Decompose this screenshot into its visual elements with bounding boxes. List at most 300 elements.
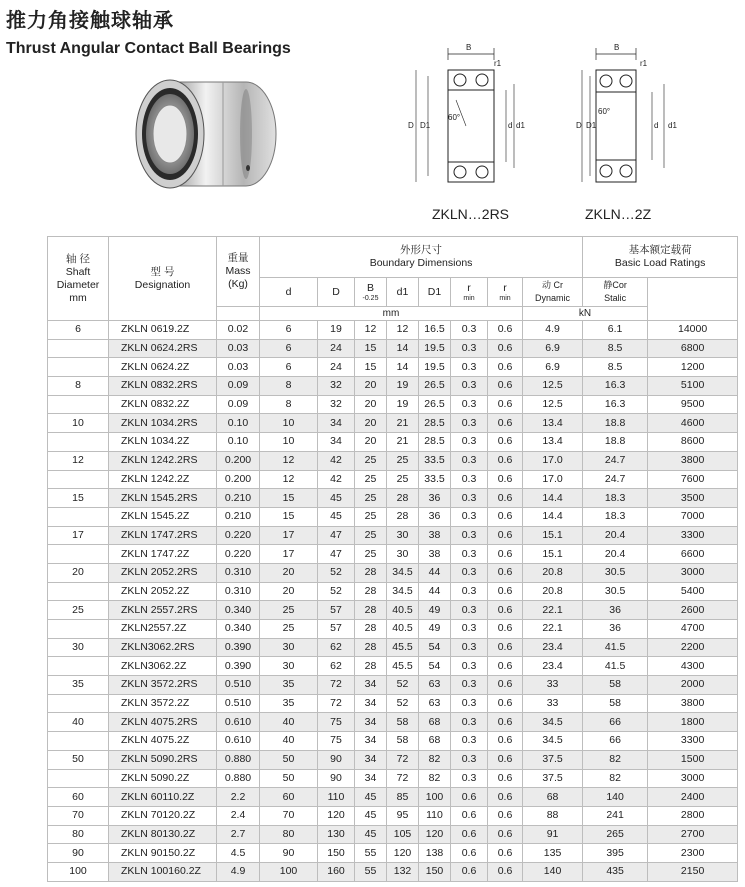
cell-rpm: 9500 bbox=[648, 395, 738, 414]
cell-designation: ZKLN 5090.2Z bbox=[109, 769, 217, 788]
angle-label: 60° bbox=[448, 113, 461, 122]
cell-D1: 44 bbox=[419, 582, 451, 601]
cell-d: 12 bbox=[260, 470, 318, 489]
cell-B: 25 bbox=[355, 526, 387, 545]
caption-2z: ZKLN…2Z bbox=[585, 206, 652, 222]
angle-label: 60° bbox=[598, 107, 611, 116]
cell-D: 75 bbox=[318, 713, 355, 732]
cell-mass: 0.10 bbox=[217, 433, 260, 452]
cell-cr: 13.4 bbox=[523, 414, 583, 433]
table-row bbox=[48, 750, 738, 769]
bearing-spec-table bbox=[47, 236, 738, 882]
cell-shaft bbox=[48, 732, 109, 751]
cell-mass: 0.09 bbox=[217, 395, 260, 414]
cell-r: 0.3 bbox=[451, 414, 488, 433]
page-title-cn: 推力角接触球轴承 bbox=[6, 8, 174, 32]
cell-mass: 0.210 bbox=[217, 507, 260, 526]
cell-D1: 100 bbox=[419, 788, 451, 807]
cell-mass: 2.7 bbox=[217, 825, 260, 844]
cell-B: 25 bbox=[355, 507, 387, 526]
cell-rpm: 3800 bbox=[648, 694, 738, 713]
cell-r: 0.3 bbox=[451, 489, 488, 508]
cell-mass: 0.310 bbox=[217, 563, 260, 582]
cell-D1: 150 bbox=[419, 862, 451, 881]
cell-d: 50 bbox=[260, 769, 318, 788]
cell-D: 57 bbox=[318, 620, 355, 639]
cell-cor: 8.5 bbox=[583, 358, 648, 377]
cell-r2: 0.6 bbox=[488, 526, 523, 545]
cell-D1: 120 bbox=[419, 825, 451, 844]
dim-r1-label: r1 bbox=[494, 59, 502, 68]
header-designation: 型 号 Designation bbox=[109, 237, 217, 321]
cell-designation: ZKLN 0624.2Z bbox=[109, 358, 217, 377]
cell-r2: 0.6 bbox=[488, 358, 523, 377]
cell-D1: 44 bbox=[419, 563, 451, 582]
cell-D: 32 bbox=[318, 377, 355, 396]
table-row bbox=[48, 563, 738, 582]
cell-cor: 41.5 bbox=[583, 638, 648, 657]
cell-cor: 24.7 bbox=[583, 470, 648, 489]
cell-d1: 85 bbox=[387, 788, 419, 807]
cell-r: 0.3 bbox=[451, 470, 488, 489]
cell-rpm: 3800 bbox=[648, 451, 738, 470]
cell-D1: 63 bbox=[419, 676, 451, 695]
cell-rpm: 3000 bbox=[648, 563, 738, 582]
cell-D1: 138 bbox=[419, 844, 451, 863]
header-B: B -0.25 bbox=[355, 278, 387, 307]
cell-r2: 0.6 bbox=[488, 601, 523, 620]
cell-D: 19 bbox=[318, 321, 355, 340]
cell-shaft bbox=[48, 433, 109, 452]
cell-B: 28 bbox=[355, 582, 387, 601]
cell-r2: 0.6 bbox=[488, 620, 523, 639]
cell-rpm: 2150 bbox=[648, 862, 738, 881]
cell-cor: 140 bbox=[583, 788, 648, 807]
table-row bbox=[48, 470, 738, 489]
cell-mass: 0.880 bbox=[217, 769, 260, 788]
cell-D: 47 bbox=[318, 545, 355, 564]
cell-designation: ZKLN 1242.2RS bbox=[109, 451, 217, 470]
cell-cr: 6.9 bbox=[523, 358, 583, 377]
table-row bbox=[48, 694, 738, 713]
cell-cr: 22.1 bbox=[523, 620, 583, 639]
cell-mass: 0.200 bbox=[217, 470, 260, 489]
dim-D1-label: D1 bbox=[586, 121, 597, 130]
cell-cor: 16.3 bbox=[583, 377, 648, 396]
cell-designation: ZKLN 3572.2Z bbox=[109, 694, 217, 713]
cell-mass: 0.02 bbox=[217, 321, 260, 340]
cell-cr: 37.5 bbox=[523, 750, 583, 769]
table-row bbox=[48, 788, 738, 807]
cell-B: 20 bbox=[355, 377, 387, 396]
cell-cr: 6.9 bbox=[523, 339, 583, 358]
cell-r2: 0.6 bbox=[488, 638, 523, 657]
cell-shaft: 17 bbox=[48, 526, 109, 545]
cell-D1: 19.5 bbox=[419, 339, 451, 358]
cell-B: 12 bbox=[355, 321, 387, 340]
table-row bbox=[48, 713, 738, 732]
cell-designation: ZKLN 0619.2Z bbox=[109, 321, 217, 340]
cell-d: 6 bbox=[260, 339, 318, 358]
cell-cr: 23.4 bbox=[523, 638, 583, 657]
cell-mass: 2.2 bbox=[217, 788, 260, 807]
cell-d1: 28 bbox=[387, 489, 419, 508]
cell-r2: 0.6 bbox=[488, 339, 523, 358]
cell-B: 34 bbox=[355, 769, 387, 788]
cell-D1: 33.5 bbox=[419, 451, 451, 470]
cell-designation: ZKLN 0832.2RS bbox=[109, 377, 217, 396]
cell-mass: 0.10 bbox=[217, 414, 260, 433]
cell-r: 0.3 bbox=[451, 750, 488, 769]
dim-D-label: D bbox=[576, 121, 582, 130]
cell-D: 24 bbox=[318, 358, 355, 377]
cell-cr: 12.5 bbox=[523, 377, 583, 396]
cell-shaft bbox=[48, 358, 109, 377]
cell-D1: 49 bbox=[419, 601, 451, 620]
cell-cor: 36 bbox=[583, 601, 648, 620]
cell-r2: 0.6 bbox=[488, 489, 523, 508]
table-row bbox=[48, 489, 738, 508]
cell-D: 34 bbox=[318, 414, 355, 433]
dim-B-label: B bbox=[614, 43, 620, 52]
table-row bbox=[48, 358, 738, 377]
cell-designation: ZKLN 1747.2RS bbox=[109, 526, 217, 545]
cell-D1: 82 bbox=[419, 750, 451, 769]
cell-D1: 36 bbox=[419, 507, 451, 526]
cell-r: 0.3 bbox=[451, 526, 488, 545]
cell-r: 0.3 bbox=[451, 377, 488, 396]
cell-r2: 0.6 bbox=[488, 769, 523, 788]
cell-D1: 16.5 bbox=[419, 321, 451, 340]
cell-shaft: 6 bbox=[48, 321, 109, 340]
cell-rpm: 4300 bbox=[648, 657, 738, 676]
cell-r2: 0.6 bbox=[488, 470, 523, 489]
cell-rpm: 4600 bbox=[648, 414, 738, 433]
cell-d: 25 bbox=[260, 620, 318, 639]
cell-r: 0.3 bbox=[451, 620, 488, 639]
cell-d: 12 bbox=[260, 451, 318, 470]
cell-d1: 19 bbox=[387, 377, 419, 396]
cell-cr: 23.4 bbox=[523, 657, 583, 676]
cell-d1: 12 bbox=[387, 321, 419, 340]
cell-mass: 2.4 bbox=[217, 806, 260, 825]
cell-B: 20 bbox=[355, 395, 387, 414]
table-row bbox=[48, 601, 738, 620]
cell-D1: 38 bbox=[419, 526, 451, 545]
header-shaft: 轴 径 Shaft Diameter mm bbox=[48, 237, 109, 321]
cell-B: 34 bbox=[355, 750, 387, 769]
cell-d1: 72 bbox=[387, 769, 419, 788]
cell-cr: 12.5 bbox=[523, 395, 583, 414]
cell-d1: 58 bbox=[387, 732, 419, 751]
cell-mass: 4.5 bbox=[217, 844, 260, 863]
cell-designation: ZKLN 2052.2Z bbox=[109, 582, 217, 601]
cell-d: 6 bbox=[260, 358, 318, 377]
cell-designation: ZKLN 3572.2RS bbox=[109, 676, 217, 695]
cell-D1: 28.5 bbox=[419, 414, 451, 433]
cell-d: 15 bbox=[260, 507, 318, 526]
cell-D1: 33.5 bbox=[419, 470, 451, 489]
cell-r2: 0.6 bbox=[488, 788, 523, 807]
dim-r1-label: r1 bbox=[640, 59, 648, 68]
table-row bbox=[48, 451, 738, 470]
cell-D1: 54 bbox=[419, 657, 451, 676]
cell-d1: 19 bbox=[387, 395, 419, 414]
cell-cor: 30.5 bbox=[583, 582, 648, 601]
cell-rpm: 2300 bbox=[648, 844, 738, 863]
table-row bbox=[48, 395, 738, 414]
cell-r: 0.3 bbox=[451, 545, 488, 564]
cell-rpm: 2800 bbox=[648, 806, 738, 825]
cell-B: 15 bbox=[355, 339, 387, 358]
bearing-photo bbox=[128, 70, 278, 198]
cell-B: 28 bbox=[355, 601, 387, 620]
cell-D: 32 bbox=[318, 395, 355, 414]
table-row bbox=[48, 433, 738, 452]
cell-r2: 0.6 bbox=[488, 377, 523, 396]
cell-rpm: 2700 bbox=[648, 825, 738, 844]
cell-designation: ZKLN 1545.2Z bbox=[109, 507, 217, 526]
cell-shaft bbox=[48, 395, 109, 414]
cell-r2: 0.6 bbox=[488, 414, 523, 433]
cell-rpm: 8600 bbox=[648, 433, 738, 452]
cell-cor: 30.5 bbox=[583, 563, 648, 582]
cell-B: 25 bbox=[355, 470, 387, 489]
cell-D1: 82 bbox=[419, 769, 451, 788]
cell-cor: 82 bbox=[583, 769, 648, 788]
header-d1: d1 bbox=[387, 278, 419, 307]
cell-designation: ZKLN 2052.2RS bbox=[109, 563, 217, 582]
cell-r2: 0.6 bbox=[488, 321, 523, 340]
cell-B: 28 bbox=[355, 657, 387, 676]
cell-B: 28 bbox=[355, 563, 387, 582]
cell-shaft: 15 bbox=[48, 489, 109, 508]
cell-cr: 14.4 bbox=[523, 507, 583, 526]
cell-cr: 22.1 bbox=[523, 601, 583, 620]
cell-r2: 0.6 bbox=[488, 844, 523, 863]
cell-d1: 14 bbox=[387, 339, 419, 358]
cell-cor: 18.3 bbox=[583, 507, 648, 526]
cell-cor: 20.4 bbox=[583, 526, 648, 545]
cell-D1: 28.5 bbox=[419, 433, 451, 452]
cell-d: 40 bbox=[260, 713, 318, 732]
cell-r: 0.3 bbox=[451, 601, 488, 620]
cell-d: 30 bbox=[260, 638, 318, 657]
cell-B: 45 bbox=[355, 806, 387, 825]
cell-D: 62 bbox=[318, 657, 355, 676]
cell-cr: 33 bbox=[523, 676, 583, 695]
cell-r2: 0.6 bbox=[488, 563, 523, 582]
cell-mass: 4.9 bbox=[217, 862, 260, 881]
cell-d1: 21 bbox=[387, 433, 419, 452]
table-row bbox=[48, 526, 738, 545]
cell-d1: 25 bbox=[387, 470, 419, 489]
cell-mass: 0.390 bbox=[217, 657, 260, 676]
header-cr: 动 Cr Dynamic bbox=[523, 278, 583, 307]
cell-cr: 14.4 bbox=[523, 489, 583, 508]
cell-shaft: 60 bbox=[48, 788, 109, 807]
cell-designation: ZKLN 4075.2RS bbox=[109, 713, 217, 732]
cell-d1: 45.5 bbox=[387, 638, 419, 657]
table-row bbox=[48, 769, 738, 788]
cell-designation: ZKLN 1034.2Z bbox=[109, 433, 217, 452]
cell-mass: 0.340 bbox=[217, 601, 260, 620]
cell-cor: 16.3 bbox=[583, 395, 648, 414]
cell-B: 25 bbox=[355, 451, 387, 470]
cell-rpm: 5100 bbox=[648, 377, 738, 396]
cell-shaft bbox=[48, 339, 109, 358]
cell-d1: 52 bbox=[387, 676, 419, 695]
cell-D1: 36 bbox=[419, 489, 451, 508]
cell-B: 34 bbox=[355, 694, 387, 713]
cell-r2: 0.6 bbox=[488, 862, 523, 881]
header-D: D bbox=[318, 278, 355, 307]
cell-cor: 18.8 bbox=[583, 414, 648, 433]
cell-shaft: 25 bbox=[48, 601, 109, 620]
cell-B: 34 bbox=[355, 713, 387, 732]
cell-rpm: 3300 bbox=[648, 526, 738, 545]
cell-cr: 20.8 bbox=[523, 563, 583, 582]
cell-r2: 0.6 bbox=[488, 732, 523, 751]
cell-d: 60 bbox=[260, 788, 318, 807]
cell-d1: 21 bbox=[387, 414, 419, 433]
cell-D: 62 bbox=[318, 638, 355, 657]
cell-cor: 18.3 bbox=[583, 489, 648, 508]
cell-mass: 0.510 bbox=[217, 694, 260, 713]
cell-cr: 37.5 bbox=[523, 769, 583, 788]
header-mass-unit bbox=[217, 307, 260, 321]
cell-D1: 110 bbox=[419, 806, 451, 825]
table-row bbox=[48, 339, 738, 358]
cell-d1: 120 bbox=[387, 844, 419, 863]
cell-d: 17 bbox=[260, 545, 318, 564]
table-row bbox=[48, 321, 738, 340]
cell-d: 10 bbox=[260, 414, 318, 433]
cell-shaft: 30 bbox=[48, 638, 109, 657]
cell-r: 0.3 bbox=[451, 358, 488, 377]
cell-B: 20 bbox=[355, 414, 387, 433]
cell-rpm: 7600 bbox=[648, 470, 738, 489]
cell-cor: 395 bbox=[583, 844, 648, 863]
cell-d: 100 bbox=[260, 862, 318, 881]
cell-designation: ZKLN2557.2Z bbox=[109, 620, 217, 639]
cell-d: 40 bbox=[260, 732, 318, 751]
dim-d-label: d bbox=[508, 121, 513, 130]
cell-d: 15 bbox=[260, 489, 318, 508]
cell-rpm: 5400 bbox=[648, 582, 738, 601]
cell-d1: 30 bbox=[387, 545, 419, 564]
cell-designation: ZKLN 80130.2Z bbox=[109, 825, 217, 844]
cell-shaft bbox=[48, 769, 109, 788]
cell-shaft: 80 bbox=[48, 825, 109, 844]
cell-designation: ZKLN 4075.2Z bbox=[109, 732, 217, 751]
cell-d1: 34.5 bbox=[387, 582, 419, 601]
cell-B: 25 bbox=[355, 545, 387, 564]
cell-d1: 72 bbox=[387, 750, 419, 769]
cell-r: 0.3 bbox=[451, 563, 488, 582]
dim-D1-label: D1 bbox=[420, 121, 431, 130]
cell-r: 0.3 bbox=[451, 732, 488, 751]
table-row bbox=[48, 507, 738, 526]
cell-cr: 4.9 bbox=[523, 321, 583, 340]
cell-designation: ZKLN 60110.2Z bbox=[109, 788, 217, 807]
cell-rpm: 6800 bbox=[648, 339, 738, 358]
table-row bbox=[48, 844, 738, 863]
cell-cor: 20.4 bbox=[583, 545, 648, 564]
cell-shaft: 90 bbox=[48, 844, 109, 863]
cell-B: 34 bbox=[355, 676, 387, 695]
table-row bbox=[48, 414, 738, 433]
cell-D: 160 bbox=[318, 862, 355, 881]
cell-cr: 135 bbox=[523, 844, 583, 863]
cell-d1: 28 bbox=[387, 507, 419, 526]
cell-B: 28 bbox=[355, 620, 387, 639]
cell-D: 52 bbox=[318, 582, 355, 601]
cell-D: 130 bbox=[318, 825, 355, 844]
diagram-2rs bbox=[406, 40, 524, 190]
cell-d: 80 bbox=[260, 825, 318, 844]
cell-cr: 88 bbox=[523, 806, 583, 825]
cell-rpm: 1200 bbox=[648, 358, 738, 377]
cell-r: 0.3 bbox=[451, 451, 488, 470]
cell-B: 20 bbox=[355, 433, 387, 452]
cell-cr: 15.1 bbox=[523, 526, 583, 545]
cell-rpm: 14000 bbox=[648, 321, 738, 340]
cell-B: 55 bbox=[355, 844, 387, 863]
cell-designation: ZKLN 70120.2Z bbox=[109, 806, 217, 825]
header-load: 基本额定载荷 Basic Load Ratings bbox=[583, 237, 738, 278]
cell-D: 120 bbox=[318, 806, 355, 825]
cell-cor: 66 bbox=[583, 732, 648, 751]
cell-r2: 0.6 bbox=[488, 806, 523, 825]
cell-d: 8 bbox=[260, 395, 318, 414]
cell-r2: 0.6 bbox=[488, 694, 523, 713]
header-r: r min bbox=[451, 278, 488, 307]
cell-rpm: 3500 bbox=[648, 489, 738, 508]
cell-shaft bbox=[48, 470, 109, 489]
cell-r2: 0.6 bbox=[488, 507, 523, 526]
cell-D: 45 bbox=[318, 489, 355, 508]
cell-rpm: 2600 bbox=[648, 601, 738, 620]
cell-d: 6 bbox=[260, 321, 318, 340]
cell-shaft bbox=[48, 545, 109, 564]
cell-shaft: 10 bbox=[48, 414, 109, 433]
page-title-en: Thrust Angular Contact Ball Bearings bbox=[6, 40, 291, 57]
cell-D: 72 bbox=[318, 676, 355, 695]
cell-D: 90 bbox=[318, 750, 355, 769]
cell-rpm: 1500 bbox=[648, 750, 738, 769]
cell-cor: 82 bbox=[583, 750, 648, 769]
cell-designation: ZKLN 2557.2RS bbox=[109, 601, 217, 620]
cell-d: 90 bbox=[260, 844, 318, 863]
cell-d: 35 bbox=[260, 694, 318, 713]
cell-d1: 30 bbox=[387, 526, 419, 545]
cell-shaft bbox=[48, 582, 109, 601]
header-mass: 重量 Mass (Kg) bbox=[217, 237, 260, 307]
cell-designation: ZKLN 1034.2RS bbox=[109, 414, 217, 433]
cell-designation: ZKLN 5090.2RS bbox=[109, 750, 217, 769]
table-row bbox=[48, 825, 738, 844]
cell-shaft: 35 bbox=[48, 676, 109, 695]
cell-d1: 25 bbox=[387, 451, 419, 470]
cell-rpm: 2200 bbox=[648, 638, 738, 657]
cell-r2: 0.6 bbox=[488, 433, 523, 452]
table-row bbox=[48, 638, 738, 657]
cell-B: 15 bbox=[355, 358, 387, 377]
cell-B: 45 bbox=[355, 825, 387, 844]
cell-shaft: 20 bbox=[48, 563, 109, 582]
cell-d: 10 bbox=[260, 433, 318, 452]
